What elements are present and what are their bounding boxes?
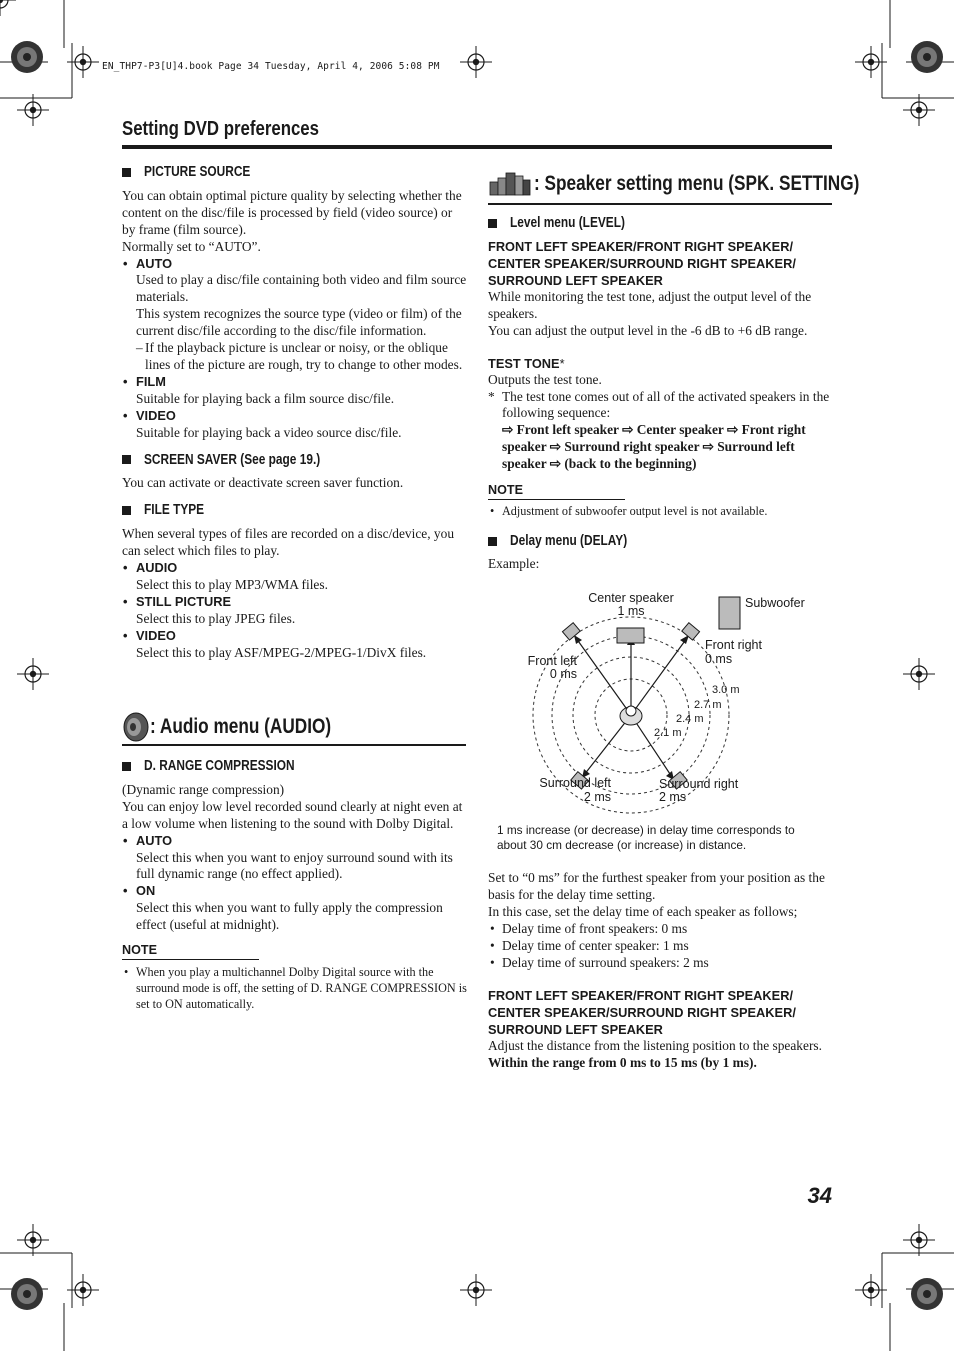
arrow-icon: ⇨ — [549, 456, 561, 472]
speaker-set-icon — [488, 170, 532, 198]
bullet-square-icon — [122, 506, 131, 515]
delay-speakers-line3: SURROUND LEFT SPEAKER — [488, 1022, 663, 1038]
picture-source-section — [122, 164, 467, 442]
delay-speakers-line1: FRONT LEFT SPEAKER/FRONT RIGHT SPEAKER/ — [488, 988, 794, 1004]
section-title: Setting DVD preferences — [122, 118, 319, 140]
note-text: • When you play a multichannel Dolby Digital source with the surround mode is off, the setting of D. RANGE COMPRESSION is set to ON automatically. — [122, 964, 467, 1012]
file-type-heading: FILE TYPE — [122, 502, 467, 519]
level-speakers-line1: FRONT LEFT SPEAKER/FRONT RIGHT SPEAKER/ — [488, 238, 794, 254]
label-center-speaker: Center speaker — [588, 591, 674, 605]
bullet-square-icon — [488, 537, 497, 546]
option-film-desc: Suitable for playing back a film source disc/file. — [136, 390, 395, 406]
delay-body — [488, 870, 832, 1072]
file-type-intro: When several types of files are recorded on a disc/device, you can select which files to play. — [122, 526, 455, 559]
drc-sub: (Dynamic range compression) — [122, 781, 285, 797]
screen-saver-section — [122, 452, 467, 493]
bullet-square-icon — [488, 219, 497, 228]
label-front-left-ms: 0 ms — [549, 667, 577, 681]
arrow-icon: ⇨ — [502, 422, 514, 438]
speaker-menu-heading — [488, 170, 931, 198]
option-drc-auto-desc: Select this when you want to enjoy surround sound with its full dynamic range (no effect applied). — [136, 849, 453, 882]
picture-source-normally: Normally set to “AUTO”. — [122, 238, 261, 254]
audio-menu-rule — [122, 744, 466, 746]
center-speaker-icon — [617, 628, 644, 643]
bullet-square-icon — [122, 168, 131, 177]
level-section — [488, 215, 832, 573]
label-front-left: Front left — [527, 654, 577, 668]
option-audio: • AUDIO — [122, 560, 467, 577]
screen-saver-desc: You can activate or deactivate screen saver function. — [122, 475, 404, 491]
speaker-menu-title: : Speaker setting menu (SPK. SETTING) — [534, 172, 860, 195]
section-rule — [122, 145, 832, 149]
test-tone-desc: Outputs the test tone. — [488, 371, 602, 387]
delay-range-text: Within the range from 0 ms to 15 ms (by 1 ms). — [488, 1055, 757, 1071]
level-heading: Level menu (LEVEL) — [488, 215, 832, 232]
option-video: • VIDEO — [122, 408, 467, 425]
test-tone-heading: TEST TONE* — [488, 355, 565, 371]
option-drc-auto: • AUTO — [122, 833, 467, 850]
level-speakers-line3: SURROUND LEFT SPEAKER — [488, 272, 663, 288]
option-film: • FILM — [122, 374, 467, 391]
option-audio-desc: Select this to play MP3/WMA files. — [136, 576, 328, 592]
delay-case-text: In this case, set the delay time of each speaker as follows; — [488, 903, 798, 919]
delay-diagram — [488, 585, 832, 820]
audio-menu-body — [122, 758, 467, 1012]
label-front-right: Front right — [705, 638, 762, 652]
file-type-section — [122, 502, 467, 661]
speaker-cone-icon — [122, 712, 150, 742]
label-front-right-ms: 0 ms — [705, 652, 733, 666]
listener-icon — [620, 706, 642, 725]
screen-saver-heading: SCREEN SAVER (See page 19.) — [122, 452, 467, 469]
label-surround-left: Surround left — [539, 776, 611, 790]
level-note-label: NOTE — [488, 482, 625, 500]
label-surround-left-ms: 2 ms — [583, 790, 611, 804]
option-auto: • AUTO — [122, 256, 467, 273]
option-auto-desc1: Used to play a disc/file containing both video and film source materials. — [136, 272, 467, 305]
option-still-picture-desc: Select this to play JPEG files. — [136, 610, 296, 626]
delay-bullet-surround: • Delay time of surround speakers: 2 ms — [488, 955, 832, 972]
option-file-video: • VIDEO — [122, 628, 467, 645]
label-distance-2-1: 2.1 m — [654, 727, 682, 739]
drc-heading: D. RANGE COMPRESSION — [122, 758, 467, 775]
label-distance-2-4: 2.4 m — [676, 713, 704, 725]
bullet-square-icon — [122, 455, 131, 464]
label-distance-3-0: 3.0 m — [712, 684, 740, 696]
page-number: 34 — [807, 1183, 832, 1208]
label-surround-right: Surround right — [659, 777, 739, 791]
label-subwoofer: Subwoofer — [745, 596, 805, 610]
bullet-square-icon — [122, 762, 131, 771]
arrow-icon: ⇨ — [622, 422, 634, 438]
delay-adjust-text: Adjust the distance from the listening position to the speakers. — [488, 1038, 822, 1054]
arrow-icon: ⇨ — [702, 439, 714, 455]
subwoofer-icon — [719, 597, 740, 629]
option-auto-desc2: This system recognizes the source type (video or film) of the current disc/file according to the disc/file information. — [136, 306, 462, 339]
speaker-menu-rule — [488, 203, 832, 205]
book-info: EN_THP7-P3[U]4.book Page 34 Tuesday, April 4, 2006 5:08 PM — [102, 61, 440, 72]
delay-example: Example: — [488, 555, 540, 571]
delay-bullet-front: • Delay time of front speakers: 0 ms — [488, 921, 832, 938]
option-drc-on: • ON — [122, 883, 467, 900]
audio-menu-title: : Audio menu (AUDIO) — [150, 715, 332, 738]
arrow-icon: ⇨ — [549, 439, 561, 455]
level-desc1: While monitoring the test tone, adjust the output level of the speakers. — [488, 288, 812, 321]
option-drc-on-desc: Select this when you want to fully apply the compression effect (useful at midnight). — [136, 900, 443, 933]
arrow-icon: ⇨ — [726, 422, 739, 438]
delay-set-text: Set to “0 ms” for the furthest speaker from your position as the basis for the delay time setting. — [488, 870, 825, 902]
note-label: NOTE — [122, 942, 259, 960]
picture-source-heading: PICTURE SOURCE — [122, 164, 467, 181]
level-note-text: • Adjustment of subwoofer output level is not available. — [488, 503, 832, 519]
delay-heading: Delay menu (DELAY) — [488, 533, 832, 550]
label-center-ms: 1 ms — [617, 604, 645, 618]
level-speakers-line2: CENTER SPEAKER/SURROUND RIGHT SPEAKER/ — [488, 255, 796, 271]
test-tone-footnote: * The test tone comes out of all of the activated speakers in the following sequence: — [488, 389, 832, 423]
front-right-speaker-icon — [682, 623, 700, 640]
level-desc2: You can adjust the output level in the -6 dB to +6 dB range. — [488, 322, 808, 338]
left-column — [122, 164, 467, 661]
option-video-desc: Suitable for playing back a video source disc/file. — [136, 424, 402, 440]
option-still-picture: • STILL PICTURE — [122, 594, 467, 611]
drc-intro: You can enjoy low level recorded sound clearly at night even at a low volume when listening to the sound with Dolby Digital. — [122, 798, 463, 831]
delay-bullet-center: • Delay time of center speaker: 1 ms — [488, 938, 832, 955]
audio-menu-heading — [122, 712, 371, 742]
label-distance-2-7: 2.7 m — [694, 699, 722, 711]
option-file-video-desc: Select this to play ASF/MPEG-2/MPEG-1/DivX files. — [136, 644, 427, 660]
option-auto-dash: – If the playback picture is unclear or noisy, or the oblique lines of the picture are rough, try to change to other modes. — [122, 340, 467, 374]
label-surround-right-ms: 2 ms — [659, 790, 687, 804]
delay-caption: 1 ms increase (or decrease) in delay time corresponds to about 30 cm decrease (or increase) in distance. — [497, 823, 795, 852]
test-tone-sequence: ⇨ Front left speaker ⇨ Center speaker ⇨ Front right speaker ⇨ Surround right speaker ⇨ Surround left speaker ⇨ (back to the beginning) — [502, 422, 806, 472]
picture-source-intro: You can obtain optimal picture quality by selecting whether the content on the disc/file is processed by field (video source) or by frame (film source). — [122, 187, 462, 237]
delay-speakers-line2: CENTER SPEAKER/SURROUND RIGHT SPEAKER/ — [488, 1005, 796, 1021]
